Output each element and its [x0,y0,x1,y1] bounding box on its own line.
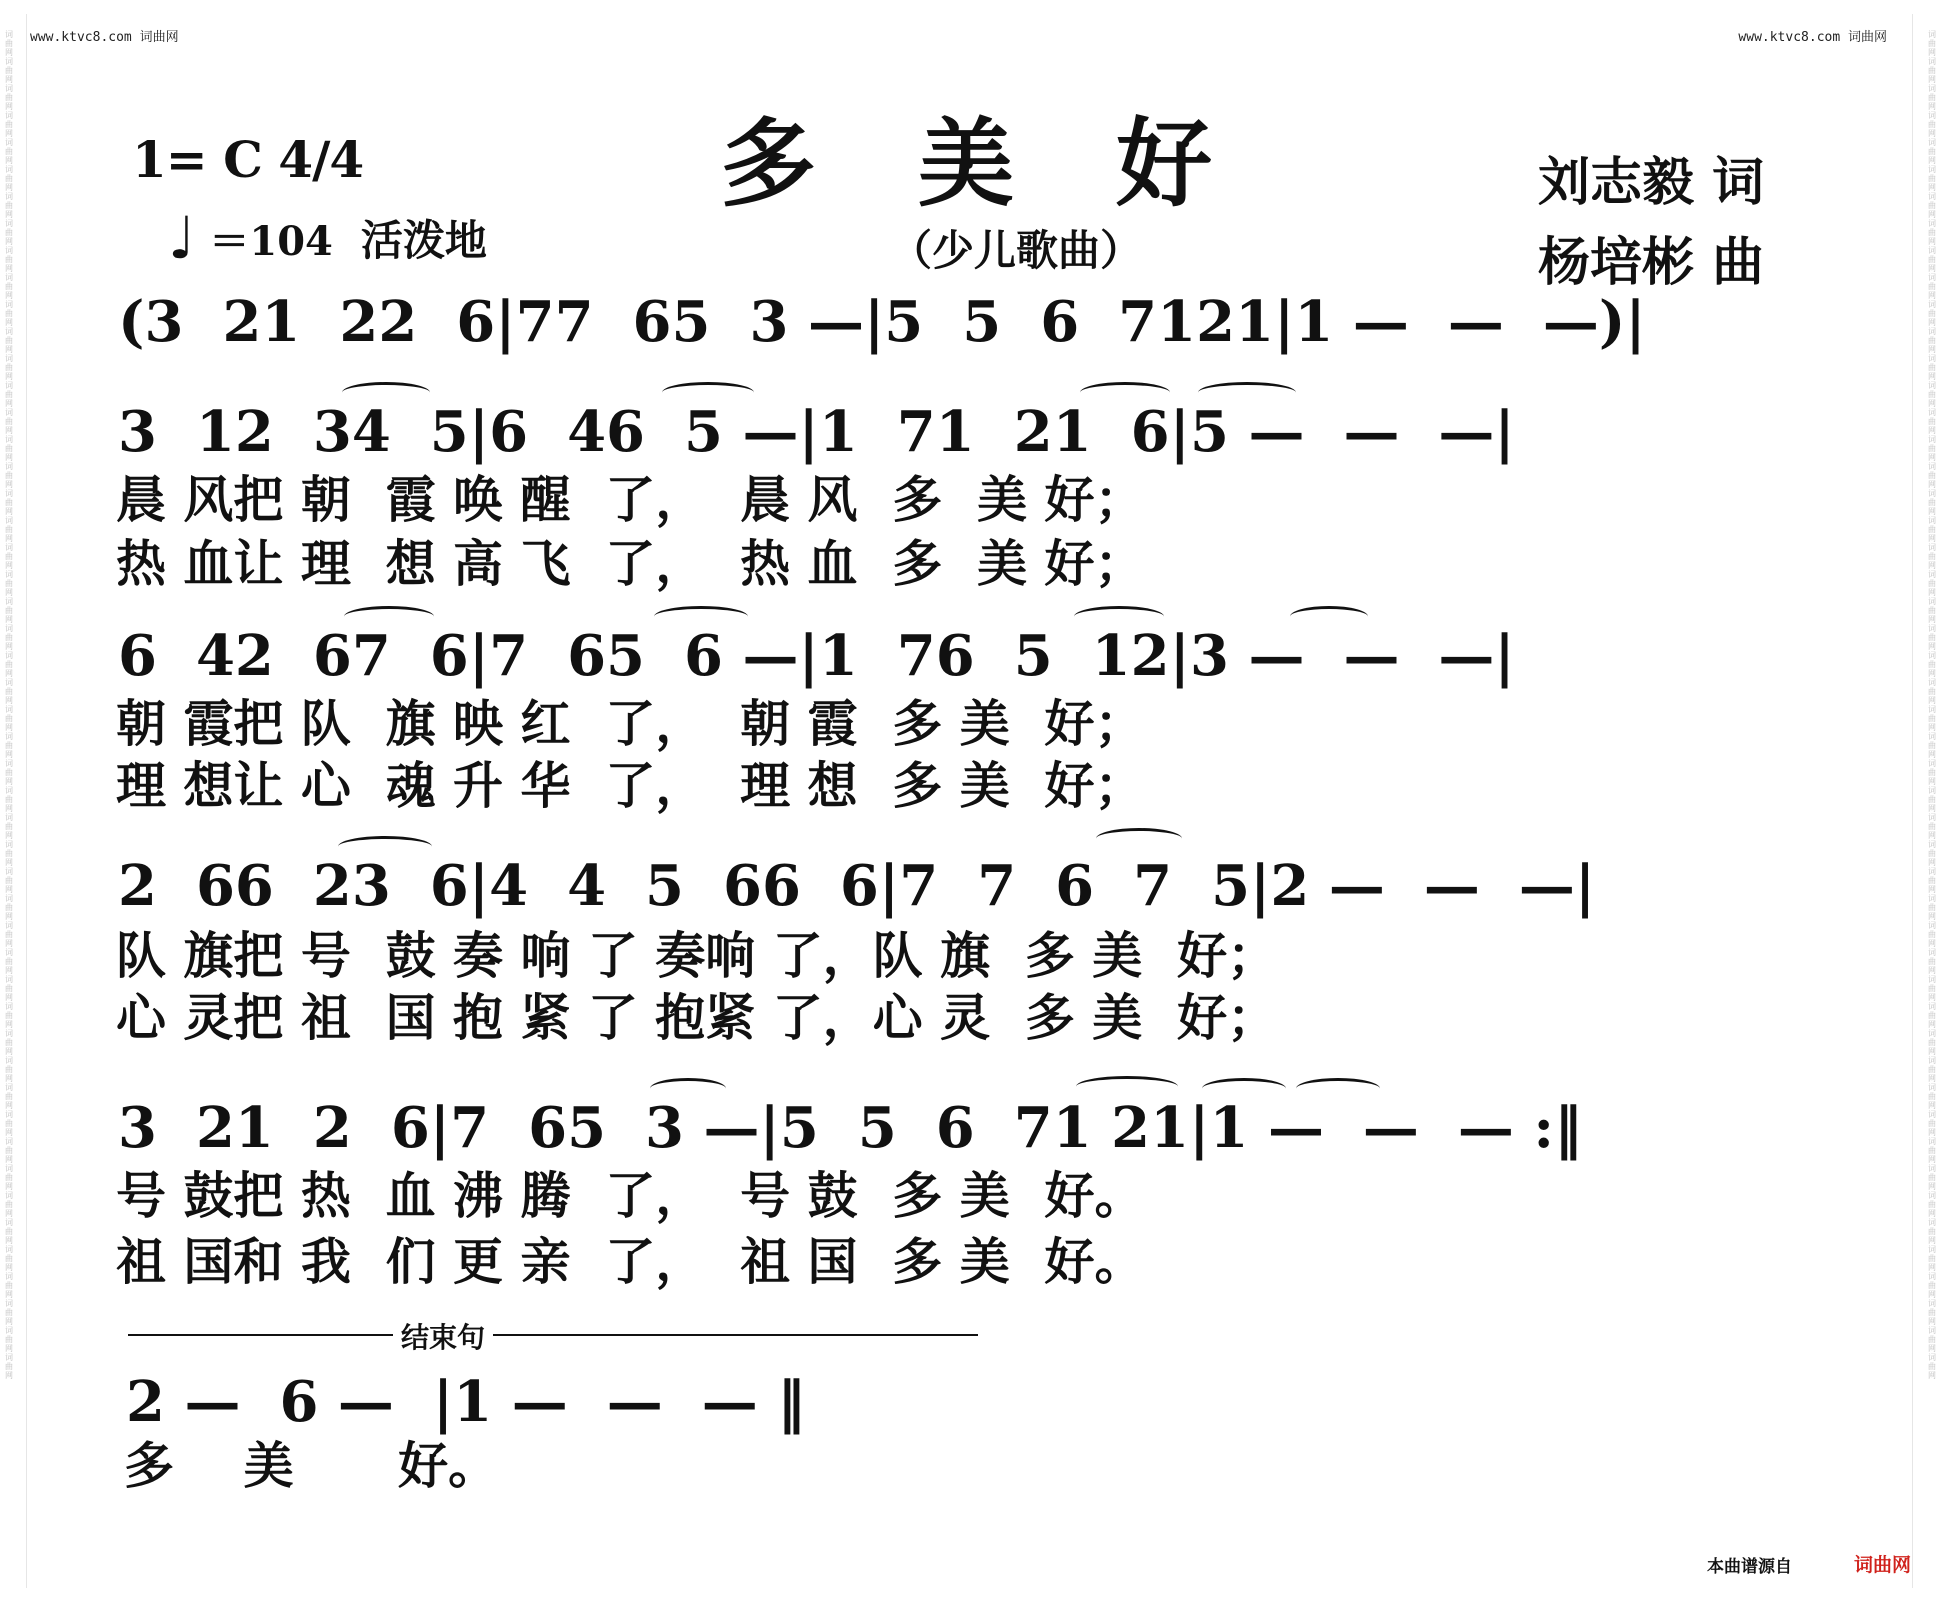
score-line-2 [0,616,1941,706]
lyricist-credit: 刘志毅 词 [1538,152,1765,213]
source-note: 本曲谱源自 [1707,1557,1792,1577]
lyric-line-4a: 号 鼓把 热 血 沸 腾 了， 号 鼓 多 美 好。 [116,1166,1145,1225]
watermark-left: www.ktvc8.com 词曲网 [30,30,179,45]
ending-bracket-line [128,1334,978,1336]
ending-lyrics: 多 美 好。 [124,1436,499,1495]
side-watermark-right: 词曲网词曲网词曲网词曲网词曲网词曲网词曲网词曲网词曲网词曲网词曲网词曲网词曲网词曲网词曲网词曲网词曲网词曲网词曲网词曲网词曲网词曲网词曲网词曲网词曲网词曲网词曲网词曲网词曲网词曲网词曲网词曲网词曲网词曲网词曲网词曲网词曲网词曲网词曲网词曲网词曲网词曲网词曲网词曲网词曲网词曲网词曲网词曲网词曲网词曲网 [1928,30,1936,1380]
song-title: 多美好 [720,107,1314,220]
tempo-marking [168,204,487,272]
song-subtitle: （少儿歌曲） [890,226,1143,275]
lyric-line-4b: 祖 国和 我 们 更 亲 了， 祖 国 多 美 好。 [116,1232,1145,1291]
ending-label: 结束句 [393,1316,493,1356]
intro-notes: (3 21 22 6|77 65 3 —|5 5 6 7121|1 — — —)| [118,289,1646,355]
side-watermark-left: 词曲网词曲网词曲网词曲网词曲网词曲网词曲网词曲网词曲网词曲网词曲网词曲网词曲网词曲网词曲网词曲网词曲网词曲网词曲网词曲网词曲网词曲网词曲网词曲网词曲网词曲网词曲网词曲网词曲网词曲网词曲网词曲网词曲网词曲网词曲网词曲网词曲网词曲网词曲网词曲网词曲网词曲网词曲网词曲网词曲网词曲网词曲网词曲网词曲网词曲网 [5,30,13,1380]
notes-line-2: 6 42 67 6|7 65 6 —|1 76 5 12|3 — — —| [118,623,1515,689]
lyric-line-1b: 热 血让 理 想 高 飞 了， 热 血 多 美 好； [116,534,1145,593]
notes-line-4: 3 21 2 6|7 65 3 —|5 5 6 71 21|1 — — — :‖ [118,1095,1583,1161]
key-signature: 1= C 4/4 [132,130,364,189]
score-line-4 [0,1088,1941,1178]
lyric-line-2a: 朝 霞把 队 旗 映 红 了， 朝 霞 多 美 好； [116,694,1145,753]
ending-notes: 2 — 6 — |1 — — — ‖ [126,1369,806,1435]
lyric-line-1a: 晨 风把 朝 霞 唤 醒 了， 晨 风 多 美 好； [116,470,1145,529]
ending-bracket [128,1312,978,1354]
tempo-value: ＝104 [209,217,333,265]
lyric-line-3b: 心 灵把 祖 国 抱 紧 了 抱紧 了，心 灵 多 美 好； [116,988,1278,1047]
composer-credit: 杨培彬 曲 [1538,232,1765,293]
quarter-note-icon: ♩ [168,204,196,272]
source-site-link[interactable]: 词曲网 [1854,1554,1912,1576]
lyric-line-3a: 队 旗把 号 鼓 奏 响 了 奏响 了，队 旗 多 美 好； [116,926,1278,985]
score-line-3 [0,846,1941,936]
tempo-expression: 活泼地 [360,216,487,265]
notes-line-1: 3 12 34 5|6 46 5 —|1 71 21 6|5 — — —| [118,399,1515,465]
watermark-right: www.ktvc8.com 词曲网 [1738,30,1887,45]
lyric-line-2b: 理 想让 心 魂 升 华 了， 理 想 多 美 好； [116,756,1145,815]
intro-line [0,282,1941,372]
notes-line-3: 2 66 23 6|4 4 5 66 6|7 7 6 7 5|2 — — —| [118,853,1596,919]
score-line-1 [0,392,1941,482]
